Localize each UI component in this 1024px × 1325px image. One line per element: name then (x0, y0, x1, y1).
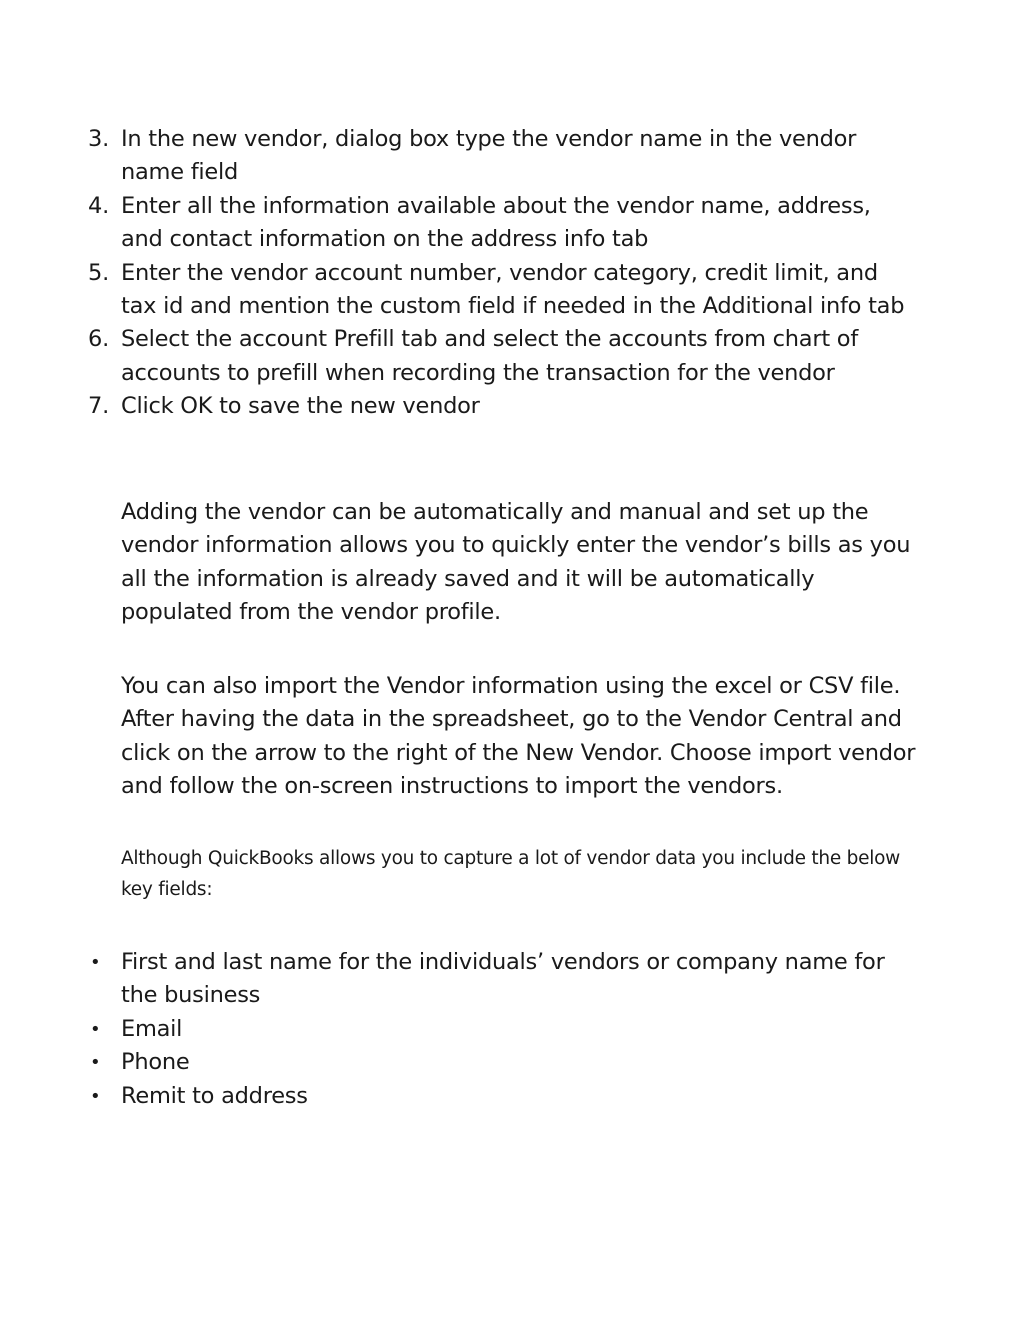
step-number: 3. (88, 126, 109, 152)
bullet-icon: • (90, 1085, 101, 1107)
step-text: Enter all the information available about the vendor name, address, and contact information on the address info tab (121, 192, 871, 253)
step-text: In the new vendor, dialog box type the vendor name in the vendor name field (121, 126, 857, 186)
list-item (88, 946, 918, 1013)
paragraph-import-vendor: You can also import the Vendor information using the excel or CSV file. After having the data in the spreadsheet, go to the Vendor Central and click on the arrow to the right of the New Vendor. Choose import vendor and follow the on-screen instructions to import the vendors. (121, 673, 916, 800)
step-item (88, 323, 918, 390)
step-item (88, 123, 918, 190)
step-number: 4. (88, 192, 109, 219)
list-item-text: First and last name for the individuals’ vendors or company name for the business (121, 949, 885, 1009)
bullet-icon: • (90, 1018, 101, 1040)
bullet-icon: • (90, 952, 101, 973)
step-text: Enter the vendor account number, vendor category, credit limit, and tax id and mention the custom field if needed in the Additional info tab (121, 259, 905, 320)
key-fields-list (88, 946, 918, 1113)
step-item (88, 390, 918, 423)
key-fields-intro: Although QuickBooks allows you to capture a lot of vendor data you include the below key fields: (121, 848, 901, 900)
list-item (88, 1080, 918, 1113)
list-item (88, 1046, 918, 1079)
steps-list (88, 123, 918, 424)
list-item-text: Remit to address (121, 1082, 308, 1109)
list-item-text: Email (121, 1015, 183, 1042)
step-number: 6. (88, 326, 109, 353)
paragraph-adding-vendor: Adding the vendor can be automatically and manual and set up the vendor information allows you to quickly enter the vendor’s bills as you all the information is already saved and it will be automatically populated from the vendor profile. (121, 499, 911, 626)
list-item (88, 1013, 918, 1046)
step-number: 5. (88, 259, 109, 286)
step-text: Select the account Prefill tab and select the accounts from chart of accounts to prefill when recording the transaction for the vendor (121, 326, 858, 386)
list-item-text: Phone (121, 1049, 190, 1076)
step-item (88, 257, 918, 324)
step-item (88, 190, 918, 257)
step-text: Click OK to save the new vendor (121, 393, 480, 420)
step-number: 7. (88, 393, 109, 420)
bullet-icon: • (90, 1052, 101, 1074)
